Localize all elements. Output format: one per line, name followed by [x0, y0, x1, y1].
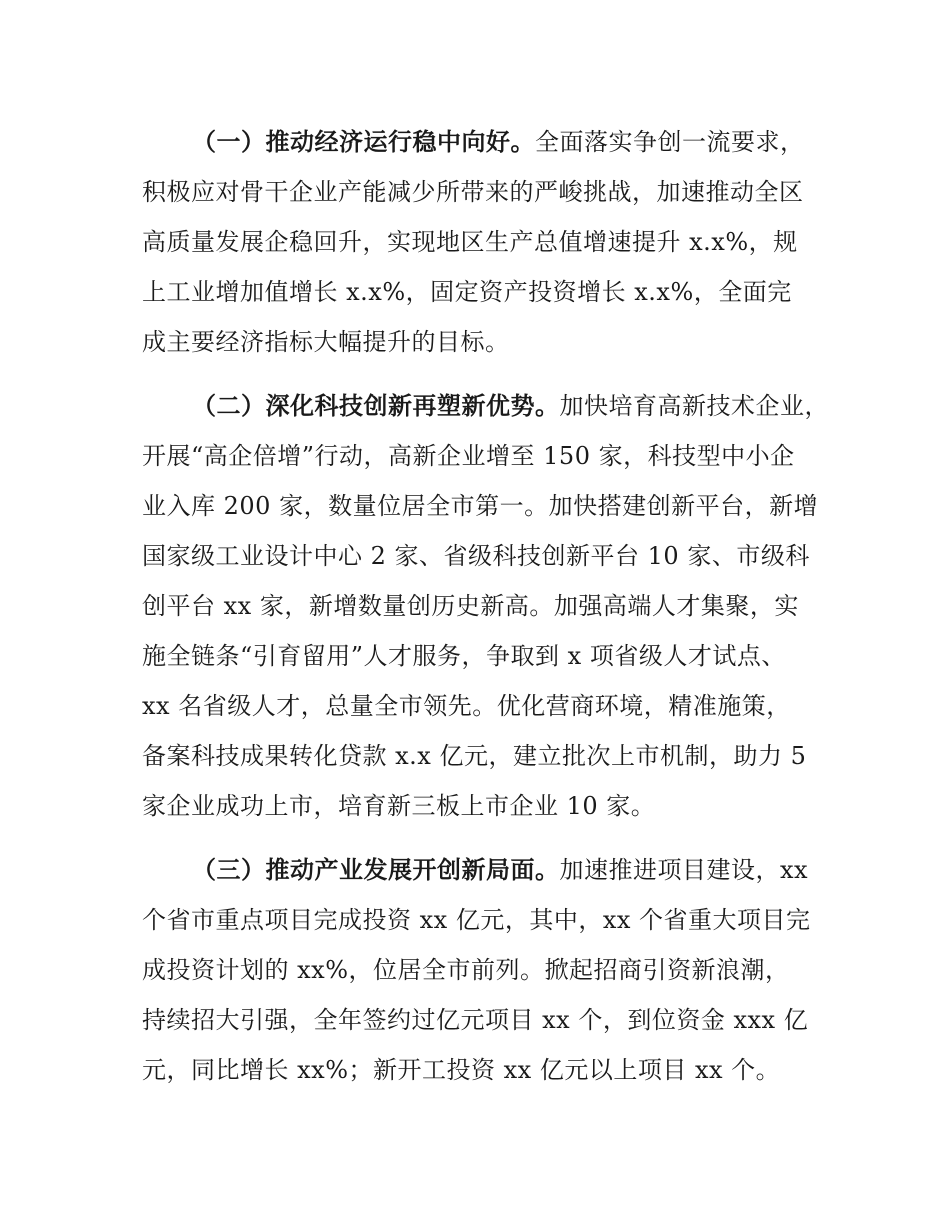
section-2-line-3: 业入库 200 家，数量位居全市第一。加快搭建创新平台，新增 [142, 492, 819, 520]
section-3-line-2: 个省市重点项目完成投资 xx 亿元，其中，xx 个省重大项目完 [142, 906, 811, 934]
section-2-line-9: 家企业成功上市，培育新三板上市企业 10 家。 [142, 792, 656, 820]
section-3-line-4: 持续招大引强，全年签约过亿元项目 xx 个，到位资金 xxx 亿 [142, 1006, 809, 1034]
section-2-line-8: 备案科技成果转化贷款 x.x 亿元，建立批次上市机制，助力 5 [142, 742, 807, 770]
section-3-line-1 [192, 856, 808, 884]
section-2-line-1 [192, 392, 829, 420]
section-3-line-3: 成投资计划的 xx%，位居全市前列。掀起招商引资新浪潮， [142, 956, 790, 984]
section-2-line-2: 开展“高企倍增”行动，高新企业增至 150 家，科技型中小企 [142, 442, 795, 470]
section-2-line-6: 施全链条“引育留用”人才服务，争取到 x 项省级人才试点、 [142, 642, 786, 670]
section-3-line-5: 元，同比增长 xx%；新开工投资 xx 亿元以上项目 xx 个。 [142, 1056, 781, 1084]
section-1-line-3: 高质量发展企稳回升，实现地区生产总值增速提升 x.x%，规 [142, 228, 798, 256]
section-3-heading: （三）推动产业发展开创新局面。 [192, 856, 560, 884]
section-1-line-1 [192, 128, 805, 156]
section-1-line-4: 上工业增加值增长 x.x%，固定资产投资增长 x.x%，全面完 [142, 278, 792, 306]
section-1-text: 全面落实争创一流要求， [535, 128, 805, 156]
section-2-heading: （二）深化科技创新再塑新优势。 [192, 392, 560, 420]
section-3-text: 加速推进项目建设，xx [559, 856, 809, 884]
section-2-line-4: 国家级工业设计中心 2 家、省级科技创新平台 10 家、市级科 [142, 542, 810, 570]
section-2-line-5: 创平台 xx 家，新增数量创历史新高。加强高端人才集聚，实 [142, 592, 799, 620]
section-1-line-2: 积极应对骨干企业产能减少所带来的严峻挑战，加速推动全区 [142, 178, 804, 206]
section-2-line-7: xx 名省级人才，总量全市领先。优化营商环境，精准施策， [142, 692, 791, 720]
section-1-heading: （一）推动经济运行稳中向好。 [192, 128, 535, 156]
section-1-line-5: 成主要经济指标大幅提升的目标。 [142, 328, 510, 356]
section-2-text: 加快培育高新技术企业， [559, 392, 829, 420]
